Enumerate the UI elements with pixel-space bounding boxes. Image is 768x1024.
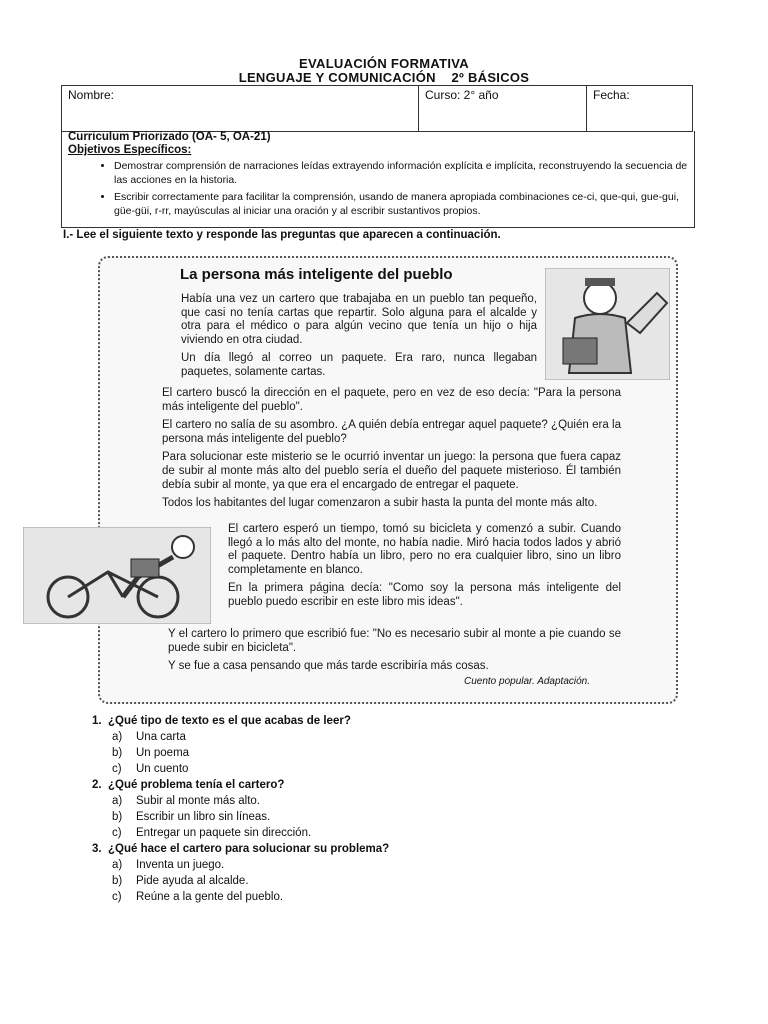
objective-item: • Escribir correctamente para facilitar la comprensión, usando de manera apropiada combinaciones ce-ci, que-qui, gue-gui, güe-güi, r-rr, mayúsculas al iniciar una oración y al escribir sustantivos propios.	[114, 190, 688, 218]
option-1a[interactable]: a) Una carta	[112, 731, 186, 743]
story-paragraph: Todos los habitantes del lugar comenzaron a subir hasta la punta del monte más alto.	[162, 497, 598, 510]
option-3b[interactable]: b) Pide ayuda al alcalde.	[112, 875, 249, 887]
cyclist-illustration	[23, 527, 211, 624]
nombre-field[interactable]: Nombre:	[62, 86, 419, 132]
option-2a[interactable]: a) Subir al monte más alto.	[112, 795, 261, 807]
story-middle	[162, 387, 621, 516]
option-2c[interactable]: c) Entregar un paquete sin dirección.	[112, 827, 312, 839]
option-1c[interactable]: c) Un cuento	[112, 763, 189, 775]
story-paragraph: Había una vez un cartero que trabajaba en un pueblo tan pequeño, que casi no tenía cartas que repartir. Solo alguna para el alcalde y otra para el médico o para algún vecino que tenía un hijo o hija viviendo en otra ciudad.	[181, 293, 537, 346]
story-paragraph: El cartero esperó un tiempo, tomó su bicicleta y comenzó a subir. Cuando llegó a lo más alto del monte, no había nadie. Miró hacia todos lados y abrió el paquete. Dentro había un libro, pero no era cualquier libro, sino un libro completamente en blanco.	[228, 523, 621, 576]
story-lower	[228, 523, 621, 615]
story-paragraph: Un día llegó al correo un paquete. Era raro, nunca llegaban paquetes, solamente cartas.	[181, 352, 537, 378]
doc-title: EVALUACIÓN FORMATIVA	[299, 56, 469, 71]
question-2: 2. ¿Qué problema tenía el cartero?	[92, 779, 285, 791]
story-paragraph: Para solucionar este misterio se le ocurrió inventar un juego: la persona que fuera capaz de subir al monte más alto del pueblo sería el dueño del paquete misterioso. Él también debía subir al monte, ya que era el encargado de entregar el paquete.	[162, 451, 621, 491]
student-info-table	[61, 85, 693, 132]
story-paragraph: Y el cartero lo primero que escribió fue: "No es necesario subir al monte a pie cuando se puede subir en bicicleta".	[168, 628, 621, 654]
story-intro	[181, 293, 537, 385]
postman-illustration	[545, 268, 670, 380]
option-3a[interactable]: a) Inventa un juego.	[112, 859, 225, 871]
objectives-heading: Objetivos Específicos:	[68, 144, 192, 156]
doc-subtitle: LENGUAJE Y COMUNICACIÓN 2º BÁSICOS	[238, 70, 530, 85]
curriculum-label: Curriculum Priorizado (OA- 5, OA-21)	[68, 131, 271, 143]
question-3: 3. ¿Qué hace el cartero para solucionar su problema?	[92, 843, 390, 855]
story-paragraph: El cartero no salía de su asombro. ¿A quién debía entregar aquel paquete? ¿Quién era la persona más inteligente del pueblo?	[162, 419, 621, 445]
story-ending	[168, 628, 621, 679]
story-title: La persona más inteligente del pueblo	[180, 266, 453, 283]
curso-field: Curso: 2° año	[419, 86, 587, 132]
option-1b[interactable]: b) Un poema	[112, 747, 190, 759]
story-paragraph: El cartero buscó la dirección en el paquete, pero en vez de eso decía: "Para la persona más inteligente del pueblo".	[162, 387, 621, 413]
objectives-list	[68, 159, 688, 218]
story-paragraph: En la primera página decía: "Como soy la persona más inteligente del pueblo puedo escribir en este libro mis ideas".	[228, 582, 621, 608]
option-3c[interactable]: c) Reúne a la gente del pueblo.	[112, 891, 284, 903]
option-2b[interactable]: b) Escribir un libro sin líneas.	[112, 811, 271, 823]
question-1: 1. ¿Qué tipo de texto es el que acabas de leer?	[92, 715, 351, 727]
fecha-field[interactable]: Fecha:	[587, 86, 693, 132]
story-paragraph: Y se fue a casa pensando que más tarde escribiría más cosas.	[168, 660, 489, 673]
story-source: Cuento popular. Adaptación.	[464, 676, 591, 687]
instruction: I.- Lee el siguiente texto y responde las preguntas que aparecen a continuación.	[63, 229, 501, 241]
objective-item: • Demostrar comprensión de narraciones leídas extrayendo información explícita e implícita, reconstruyendo la secuencia de las acciones en la historia.	[114, 159, 688, 187]
objectives-box	[61, 131, 695, 228]
